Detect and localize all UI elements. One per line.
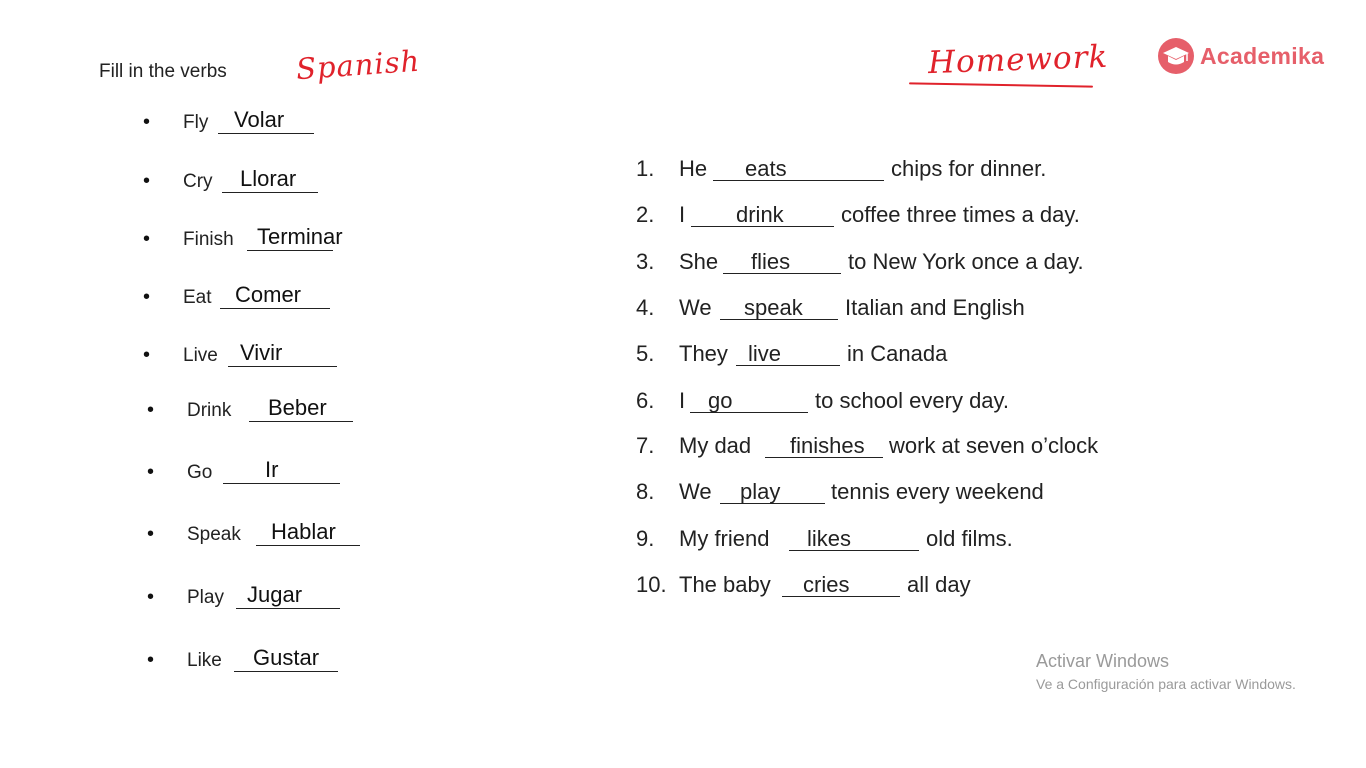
exercise-number: 7. (636, 433, 655, 458)
vocab-answer: Terminar (257, 224, 343, 249)
exercise-answer: speak (744, 295, 803, 320)
bullet-icon: • (147, 523, 155, 545)
academika-logo (1158, 38, 1324, 74)
bullet-icon: • (143, 286, 151, 308)
answer-blank (247, 250, 333, 251)
exercise-answer: eats (745, 156, 787, 181)
exercise-number: 2. (636, 202, 655, 227)
vocab-word: Play (187, 587, 224, 608)
vocab-answer: Vivir (240, 340, 283, 365)
activation-watermark-subtitle: Ve a Configuración para activar Windows. (1036, 676, 1296, 692)
vocab-answer: Comer (235, 282, 302, 307)
exercise-subject: I (679, 202, 686, 227)
answer-blank (228, 366, 337, 367)
bullet-icon: • (143, 228, 151, 250)
exercise-subject: My friend (679, 526, 770, 551)
exercise-answer: finishes (790, 433, 865, 458)
exercise-rest: tennis every weekend (831, 479, 1044, 504)
worksheet-title: Fill in the verbs (99, 61, 227, 82)
handwritten-homework: Homework (927, 38, 1109, 82)
vocab-answer: Volar (234, 107, 285, 132)
exercise-subject: They (679, 341, 728, 366)
answer-blank (234, 671, 338, 672)
bullet-icon: • (147, 399, 155, 421)
bullet-icon: • (143, 344, 151, 366)
vocab-answer: Beber (268, 395, 327, 420)
exercise-rest: old films. (926, 526, 1013, 551)
answer-blank (218, 133, 314, 134)
exercise-subject: We (679, 479, 712, 504)
bullet-icon: • (143, 111, 151, 133)
exercise-number: 3. (636, 249, 655, 274)
exercise-rest: work at seven o’clock (889, 433, 1099, 458)
vocab-answer: Gustar (253, 645, 320, 670)
vocab-answer: Llorar (240, 166, 297, 191)
exercise-subject: He (679, 156, 708, 181)
vocab-answer: Ir (265, 457, 279, 482)
exercise-number: 6. (636, 388, 655, 413)
exercise-number: 8. (636, 479, 655, 504)
exercise-answer: play (740, 479, 781, 504)
exercise-rest: Italian and English (845, 295, 1025, 320)
exercise-subject: She (679, 249, 719, 274)
exercise-subject: I (679, 388, 686, 413)
exercise-answer: live (748, 341, 782, 366)
exercise-answer: likes (807, 526, 852, 551)
exercise-number: 9. (636, 526, 655, 551)
vocab-word: Drink (187, 400, 232, 421)
exercise-answer: drink (736, 202, 784, 227)
homework-underline (909, 82, 1093, 87)
vocab-word: Live (183, 345, 218, 366)
vocab-word: Go (187, 462, 213, 483)
bullet-icon: • (143, 170, 151, 192)
vocab-word: Eat (183, 287, 212, 308)
exercise-number: 10. (636, 572, 667, 597)
exercise-number: 1. (636, 156, 655, 181)
exercise-answer: go (708, 388, 733, 413)
exercise-subject: We (679, 295, 712, 320)
exercise-number: 4. (636, 295, 655, 320)
exercise-answer: cries (803, 572, 850, 597)
graduation-cap-icon (1158, 38, 1194, 74)
exercise-rest: chips for dinner. (891, 156, 1047, 181)
vocab-answer: Jugar (247, 582, 303, 607)
logo-text: Academika (1200, 42, 1325, 69)
bullet-icon: • (147, 649, 155, 671)
answer-blank (249, 421, 353, 422)
activation-watermark-title: Activar Windows (1036, 651, 1170, 671)
handwritten-subject: Spanish (294, 43, 422, 87)
vocab-word: Cry (183, 171, 213, 192)
exercise-subject: The baby (679, 572, 771, 597)
answer-blank (223, 483, 340, 484)
vocab-word: Like (187, 650, 222, 671)
exercise-rest: coffee three times a day. (841, 202, 1080, 227)
answer-blank (222, 192, 318, 193)
exercise-rest: all day (907, 572, 971, 597)
answer-blank (256, 545, 360, 546)
vocab-answer: Hablar (271, 519, 336, 544)
exercise-rest: in Canada (847, 341, 948, 366)
vocab-word: Speak (187, 524, 241, 545)
vocab-word: Fly (183, 112, 209, 133)
answer-blank (236, 608, 340, 609)
exercise-rest: to New York once a day. (848, 249, 1084, 274)
exercise-answer: flies (751, 249, 791, 274)
exercise-number: 5. (636, 341, 655, 366)
exercise-rest: to school every day. (815, 388, 1010, 413)
bullet-icon: • (147, 461, 155, 483)
answer-blank (220, 308, 330, 309)
exercise-subject: My dad (679, 433, 752, 458)
bullet-icon: • (147, 586, 155, 608)
vocab-word: Finish (183, 229, 234, 250)
answer-blank (713, 180, 884, 181)
